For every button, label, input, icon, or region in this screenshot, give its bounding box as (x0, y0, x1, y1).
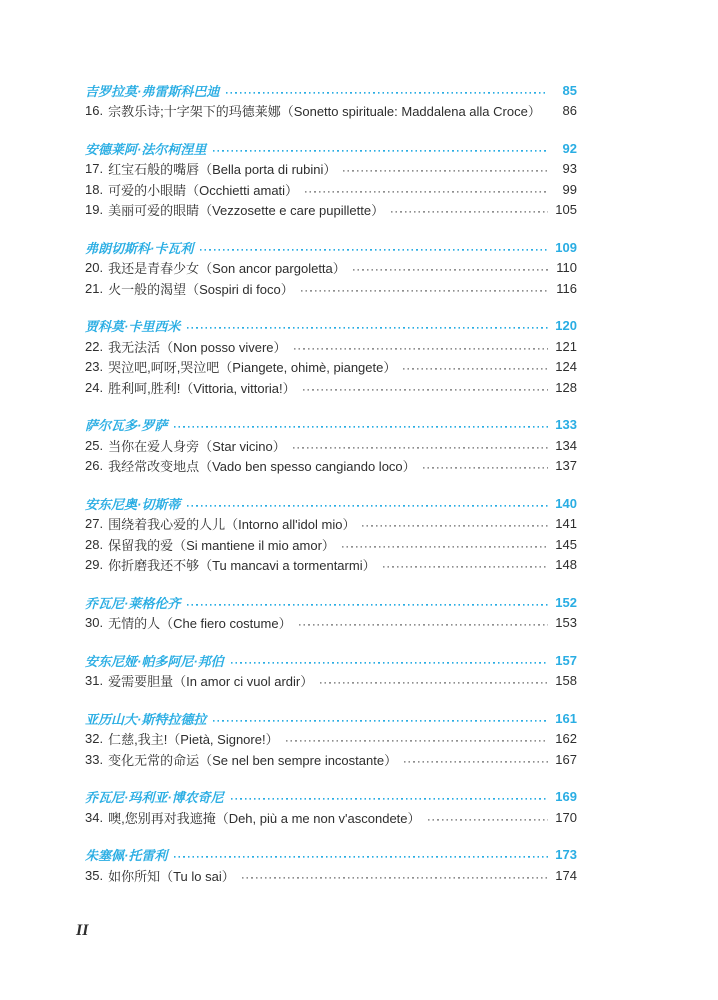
song-row (85, 258, 577, 279)
dotted-leader (342, 534, 548, 555)
song-title: 火一般的渴望（Sospiri di foco） (108, 281, 294, 297)
dotted-leader (187, 493, 548, 514)
dotted-leader (231, 787, 548, 808)
song-title: 变化无常的命运（Se nel ben sempre incostante） (108, 752, 398, 768)
dotted-leader (242, 865, 548, 886)
song-row (85, 807, 577, 828)
song-page-number: 116 (556, 280, 577, 296)
dotted-leader (226, 80, 548, 101)
song-title: 哭泣吧,呵呀,哭泣吧（Piangete, ohimè, piangete） (108, 360, 397, 376)
composer-name: 安德莱阿·法尔柯涅里 (85, 141, 207, 157)
toc-section (85, 138, 577, 220)
song-row (85, 613, 577, 634)
composer-page-number: 157 (555, 652, 577, 668)
song-page-number: 170 (555, 809, 577, 825)
composer-name: 安东尼奥·切斯蒂 (85, 496, 181, 512)
dotted-leader (423, 456, 548, 477)
song-page-number: 162 (555, 731, 577, 747)
song-row (85, 200, 577, 221)
song-page-number: 137 (555, 458, 577, 474)
dotted-leader (383, 555, 548, 576)
composer-row (85, 787, 577, 808)
dotted-leader (200, 237, 548, 258)
song-page-number: 167 (555, 751, 577, 767)
song-row (85, 357, 577, 378)
dotted-leader (286, 729, 548, 750)
dotted-leader (294, 336, 548, 357)
song-row (85, 729, 577, 750)
song-row (85, 456, 577, 477)
song-number: 35. (85, 867, 104, 883)
composer-row (85, 708, 577, 729)
composer-row (85, 237, 577, 258)
song-title: 你折磨我还不够（Tu mancavi a tormentarmi） (108, 558, 376, 574)
song-number: 20. (85, 260, 104, 276)
dotted-leader (362, 514, 548, 535)
composer-page-number: 152 (555, 594, 577, 610)
song-row (85, 534, 577, 555)
dotted-leader (320, 671, 548, 692)
song-number: 32. (85, 731, 104, 747)
song-number: 33. (85, 751, 104, 767)
song-number: 17. (85, 161, 104, 177)
composer-row (85, 316, 577, 337)
composer-page-number: 161 (555, 710, 577, 726)
composer-row (85, 415, 577, 436)
composer-row (85, 138, 577, 159)
composer-name: 萨尔瓦多·罗萨 (85, 418, 168, 434)
song-title: 我经常改变地点（Vado ben spesso cangiando loco） (108, 459, 416, 475)
composer-page-number: 169 (555, 789, 577, 805)
dotted-leader (174, 415, 548, 436)
song-page-number: 124 (555, 359, 577, 375)
composer-name: 弗朗切斯科·卡瓦利 (85, 240, 194, 256)
composer-name: 乔瓦尼·玛利亚·博农奇尼 (85, 790, 224, 806)
song-page-number: 148 (555, 557, 577, 573)
song-page-number: 121 (555, 338, 577, 354)
dotted-leader (353, 258, 548, 279)
composer-row (85, 650, 577, 671)
song-number: 21. (85, 280, 104, 296)
song-number: 34. (85, 809, 104, 825)
song-page-number: 141 (555, 516, 577, 532)
toc-section (85, 237, 577, 299)
song-number: 29. (85, 557, 104, 573)
dotted-leader (391, 200, 548, 221)
dotted-leader (343, 159, 548, 180)
song-title: 爱需要胆量（In amor ci vuol ardir） (108, 674, 314, 690)
song-row (85, 671, 577, 692)
song-row (85, 101, 577, 122)
song-page-number: 86 (562, 103, 577, 119)
song-number: 28. (85, 536, 104, 552)
composer-row (85, 845, 577, 866)
toc-section (85, 787, 577, 828)
song-title: 胜利呵,胜利!（Vittoria, vittoria!） (108, 380, 296, 396)
dotted-leader (174, 845, 548, 866)
dotted-leader (213, 708, 548, 729)
dotted-leader (187, 316, 548, 337)
composer-name: 乔瓦尼·莱格伦齐 (85, 595, 181, 611)
song-title: 我无法活（Non posso vivere） (108, 339, 287, 355)
dotted-leader (404, 749, 548, 770)
toc-section (85, 316, 577, 398)
dotted-leader (187, 592, 548, 613)
song-title: 我还是青春少女（Son ancor pargoletta） (108, 261, 346, 277)
song-number: 27. (85, 516, 104, 532)
page-footer-number: II (76, 922, 89, 939)
song-number: 25. (85, 437, 104, 453)
song-title: 噢,您别再对我遮掩（Deh, più a me non v'ascondete） (108, 810, 421, 826)
song-page-number: 128 (555, 379, 577, 395)
composer-page-number: 85 (562, 82, 577, 98)
song-page-number: 174 (555, 867, 577, 883)
toc-section (85, 80, 577, 121)
song-row (85, 377, 577, 398)
song-title: 围绕着我心爱的人儿（Intorno all'idol mio） (108, 517, 356, 533)
composer-name: 朱塞佩·托雷利 (85, 848, 168, 864)
song-page-number: 145 (555, 536, 577, 552)
song-row (85, 159, 577, 180)
song-number: 24. (85, 379, 104, 395)
composer-row (85, 493, 577, 514)
composer-page-number: 120 (555, 318, 577, 334)
song-number: 18. (85, 181, 104, 197)
composer-name: 吉罗拉莫·弗雷斯科巴迪 (85, 83, 220, 99)
song-row (85, 435, 577, 456)
song-title: 当你在爱人身旁（Star vicino） (108, 438, 286, 454)
toc-section (85, 708, 577, 770)
song-title: 红宝石般的嘴唇（Bella porta di rubini） (108, 162, 337, 178)
composer-page-number: 92 (562, 140, 577, 156)
song-number: 30. (85, 615, 104, 631)
dotted-leader (213, 138, 548, 159)
dotted-leader (303, 377, 548, 398)
song-number: 23. (85, 359, 104, 375)
song-title: 美丽可爱的眼睛（Vezzosette e care pupillette） (108, 203, 385, 219)
song-title: 如你所知（Tu lo sai） (108, 868, 235, 884)
toc-section (85, 592, 577, 633)
song-page-number: 105 (555, 202, 577, 218)
song-title: 仁慈,我主!（Pietà, Signore!） (108, 732, 279, 748)
composer-page-number: 140 (555, 495, 577, 511)
toc-page (85, 80, 577, 903)
dotted-leader (428, 807, 548, 828)
composer-name: 亚历山大·斯特拉德拉 (85, 711, 207, 727)
song-number: 19. (85, 202, 104, 218)
song-page-number: 93 (562, 161, 577, 177)
song-title: 保留我的爱（Si mantiene il mio amor） (108, 537, 335, 553)
song-title: 可爱的小眼睛（Occhietti amati） (108, 182, 299, 198)
song-row (85, 555, 577, 576)
song-title: 宗教乐诗;十字架下的玛德莱娜（Sonetto spirituale: Maddalena alla Croce） (108, 104, 541, 120)
toc-section (85, 493, 577, 575)
dotted-leader (231, 650, 548, 671)
song-page-number: 99 (562, 181, 577, 197)
song-number: 31. (85, 673, 104, 689)
toc-section (85, 415, 577, 477)
dotted-leader (293, 435, 548, 456)
toc-section (85, 845, 577, 886)
toc-list (85, 80, 577, 886)
song-title: 无情的人（Che fiero costume） (108, 616, 292, 632)
dotted-leader (403, 357, 548, 378)
song-row (85, 278, 577, 299)
song-row (85, 336, 577, 357)
composer-row (85, 592, 577, 613)
toc-section (85, 650, 577, 691)
composer-row (85, 80, 577, 101)
song-page-number: 158 (555, 673, 577, 689)
composer-name: 安东尼娅·帕多阿尼·邦伯 (85, 653, 224, 669)
dotted-leader (301, 278, 548, 299)
dotted-leader (299, 613, 548, 634)
composer-page-number: 109 (555, 239, 577, 255)
song-row (85, 865, 577, 886)
song-number: 22. (85, 338, 104, 354)
song-row (85, 179, 577, 200)
dotted-leader (305, 179, 548, 200)
song-number: 16. (85, 103, 104, 119)
composer-name: 贾科莫·卡里西米 (85, 319, 181, 335)
song-number: 26. (85, 458, 104, 474)
composer-page-number: 173 (555, 847, 577, 863)
song-page-number: 110 (556, 260, 577, 276)
song-row (85, 514, 577, 535)
song-page-number: 134 (555, 437, 577, 453)
composer-page-number: 133 (555, 417, 577, 433)
song-row (85, 749, 577, 770)
song-page-number: 153 (555, 615, 577, 631)
